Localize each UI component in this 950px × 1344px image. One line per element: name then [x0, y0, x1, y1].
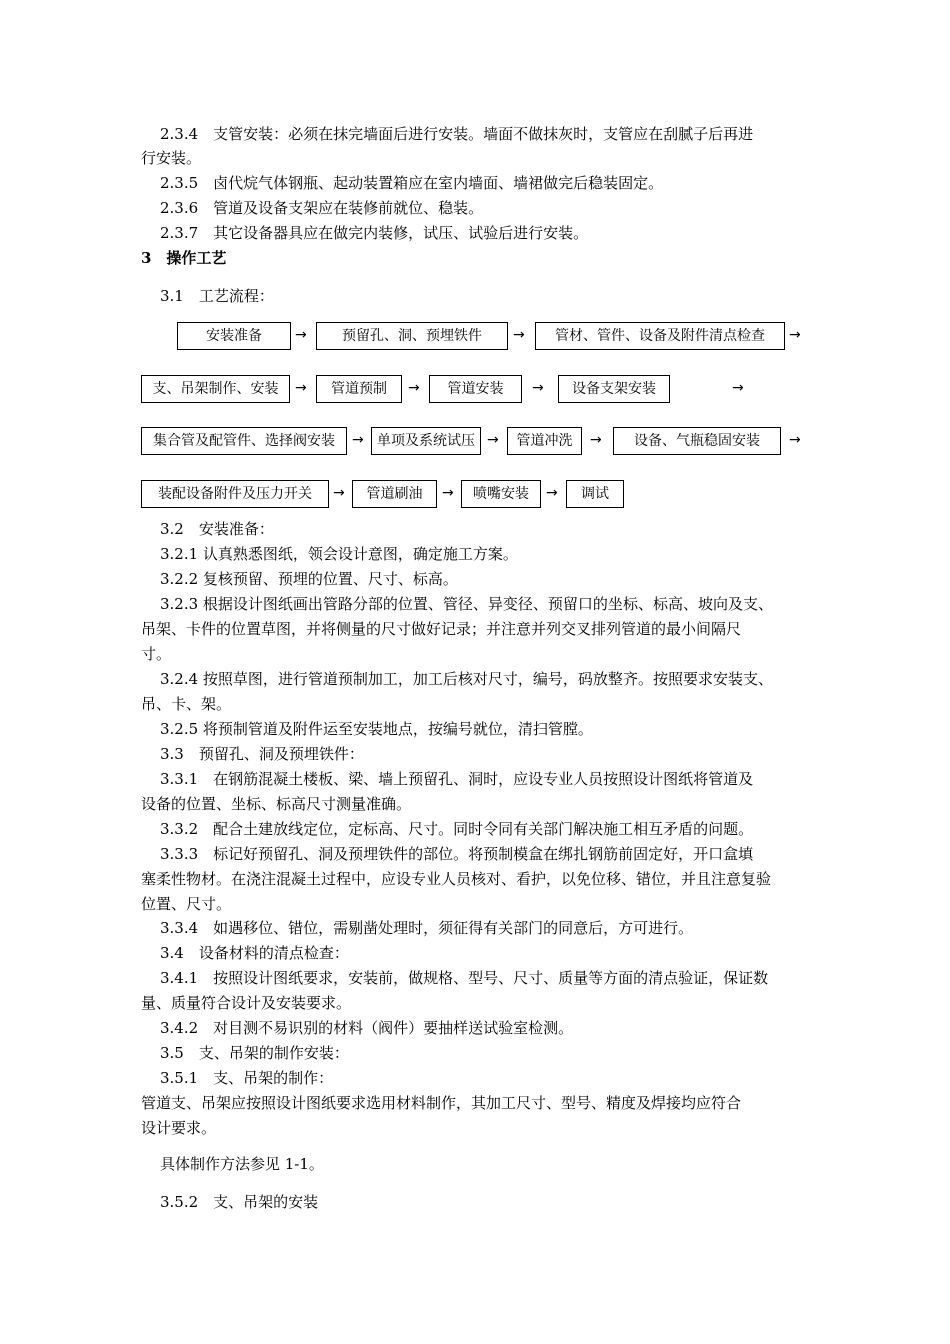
flow-step-box: 支、吊架制作、安装: [141, 375, 290, 403]
paragraph-3-3-3-line1: 3.3.3 标记好预留孔、洞及预埋铁件的部位。将预制模盒在绑扎钢筋前固定好，开口盒填: [160, 845, 754, 863]
subheading-3-2: 3.2 安装准备：: [160, 520, 274, 538]
flow-step-box: 调试: [566, 480, 624, 508]
paragraph-3-3-3-line2: 塞柔性物材。在浇注混凝土过程中，应设专业人员核对、看护，以免位移、错位，并且注意复验: [141, 870, 772, 888]
paragraph-3-2-3-line3: 寸。: [141, 645, 172, 663]
paragraph-3-4-1-line2: 量、质量符合设计及安装要求。: [141, 994, 352, 1012]
paragraph-3-2-3-line2: 吊架、卡件的位置草图，并将侧量的尺寸做好记录；并注意并列交叉排列管道的最小间隔尺: [141, 620, 742, 638]
paragraph-2-3-6: 2.3.6 管道及设备支架应在装修前就位、稳装。: [160, 199, 484, 217]
paragraph-3-4-2: 3.4.2 对目测不易识别的材料（阀件）要抽样送试验室检测。: [160, 1019, 574, 1037]
paragraph-3-2-2: 3.2.2 复核预留、预埋的位置、尺寸、标高。: [160, 570, 458, 588]
subheading-3-3: 3.3 预留孔、洞及预埋铁件：: [160, 745, 364, 763]
paragraph-3-5-1-line2: 设计要求。: [141, 1119, 217, 1137]
flow-step-box: 喷嘴安装: [461, 480, 541, 508]
flow-step-box: 管道安装: [429, 375, 522, 403]
flow-arrow: →: [352, 432, 364, 448]
flow-arrow: →: [442, 485, 454, 501]
flow-arrow: →: [789, 432, 801, 448]
paragraph-reference: 具体制作方法参见 1-1。: [160, 1155, 324, 1173]
flow-step-box: 安装准备: [177, 322, 291, 350]
flow-step-box: 管道刷油: [352, 480, 437, 508]
flow-arrow: →: [295, 380, 307, 396]
paragraph-3-3-1-line1: 3.3.1 在钢筋混凝土楼板、梁、墙上预留孔、洞时，应设专业人员按照设计图纸将管道及: [160, 770, 754, 788]
subheading-3-5-1: 3.5.1 支、吊架的制作：: [160, 1069, 334, 1087]
flow-step-box: 管材、管件、设备及附件清点检查: [535, 322, 785, 350]
flow-arrow: →: [532, 380, 544, 396]
paragraph-3-3-4: 3.3.4 如遇移位、错位，需剔凿处理时，须征得有关部门的同意后，方可进行。: [160, 919, 694, 937]
paragraph-3-4-1-line1: 3.4.1 按照设计图纸要求，安装前，做规格、型号、尺寸、质量等方面的清点验证，保证数: [160, 969, 769, 987]
flow-step-box: 单项及系统试压: [371, 427, 481, 455]
paragraph-3-2-4-line2: 吊、卡、架。: [141, 695, 232, 713]
paragraph-2-3-4-line1: 2.3.4 支管安装：必须在抹完墙面后进行安装。墙面不做抹灰时，支管应在刮腻子后再进: [160, 125, 754, 143]
flow-arrow: →: [487, 432, 499, 448]
flow-arrow: →: [295, 327, 307, 343]
subheading-3-4: 3.4 设备材料的清点检查：: [160, 944, 349, 962]
paragraph-3-3-3-line3: 位置、尺寸。: [141, 895, 232, 913]
paragraph-3-2-4-line1: 3.2.4 按照草图，进行管道预制加工，加工后核对尺寸，编号，码放整齐。按照要求安装支、: [160, 670, 773, 688]
flow-step-box: 集合管及配管件、选择阀安装: [141, 427, 347, 455]
flow-arrow: →: [590, 432, 602, 448]
flow-step-box: 预留孔、洞、预埋铁件: [316, 322, 508, 350]
paragraph-2-3-7: 2.3.7 其它设备器具应在做完内装修，试压、试验后进行安装。: [160, 224, 589, 242]
flow-step-box: 管道冲洗: [507, 427, 582, 455]
subheading-3-5: 3.5 支、吊架的制作安装：: [160, 1044, 349, 1062]
paragraph-2-3-5: 2.3.5 卤代烷气体钢瓶、起动装置箱应在室内墙面、墙裙做完后稳装固定。: [160, 174, 664, 192]
paragraph-3-2-5: 3.2.5 将预制管道及附件运至安装地点，按编号就位，清扫管膛。: [160, 720, 593, 738]
flow-arrow: →: [408, 380, 420, 396]
flow-arrow: →: [732, 380, 744, 396]
flow-arrow: →: [546, 485, 558, 501]
paragraph-2-3-4-line2: 行安装。: [141, 149, 202, 167]
flow-step-box: 设备支架安装: [558, 375, 670, 403]
flow-step-box: 设备、气瓶稳固安装: [613, 427, 781, 455]
paragraph-3-5-1-line1: 管道支、吊架应按照设计图纸要求选用材料制作，其加工尺寸、型号、精度及焊接均应符合: [141, 1094, 742, 1112]
subheading-3-1: 3.1 工艺流程：: [160, 287, 274, 305]
flow-arrow: →: [789, 327, 801, 343]
section-heading-3: 3 操作工艺: [141, 249, 227, 267]
paragraph-3-2-3-line1: 3.2.3 根据设计图纸画出管路分部的位置、管径、异变径、预留口的坐标、标高、坡向及支、: [160, 595, 773, 613]
flow-arrow: →: [513, 327, 525, 343]
subheading-3-5-2: 3.5.2 支、吊架的安装: [160, 1193, 319, 1211]
paragraph-3-2-1: 3.2.1 认真熟悉图纸，领会设计意图，确定施工方案。: [160, 545, 518, 563]
paragraph-3-3-1-line2: 设备的位置、坐标、标高尺寸测量准确。: [141, 795, 412, 813]
paragraph-3-3-2: 3.3.2 配合土建放线定位，定标高、尺寸。同时令同有关部门解决施工相互矛盾的问题。: [160, 820, 754, 838]
flow-step-box: 管道预制: [316, 375, 402, 403]
flow-arrow: →: [333, 485, 345, 501]
flow-step-box: 装配设备附件及压力开关: [141, 480, 329, 508]
